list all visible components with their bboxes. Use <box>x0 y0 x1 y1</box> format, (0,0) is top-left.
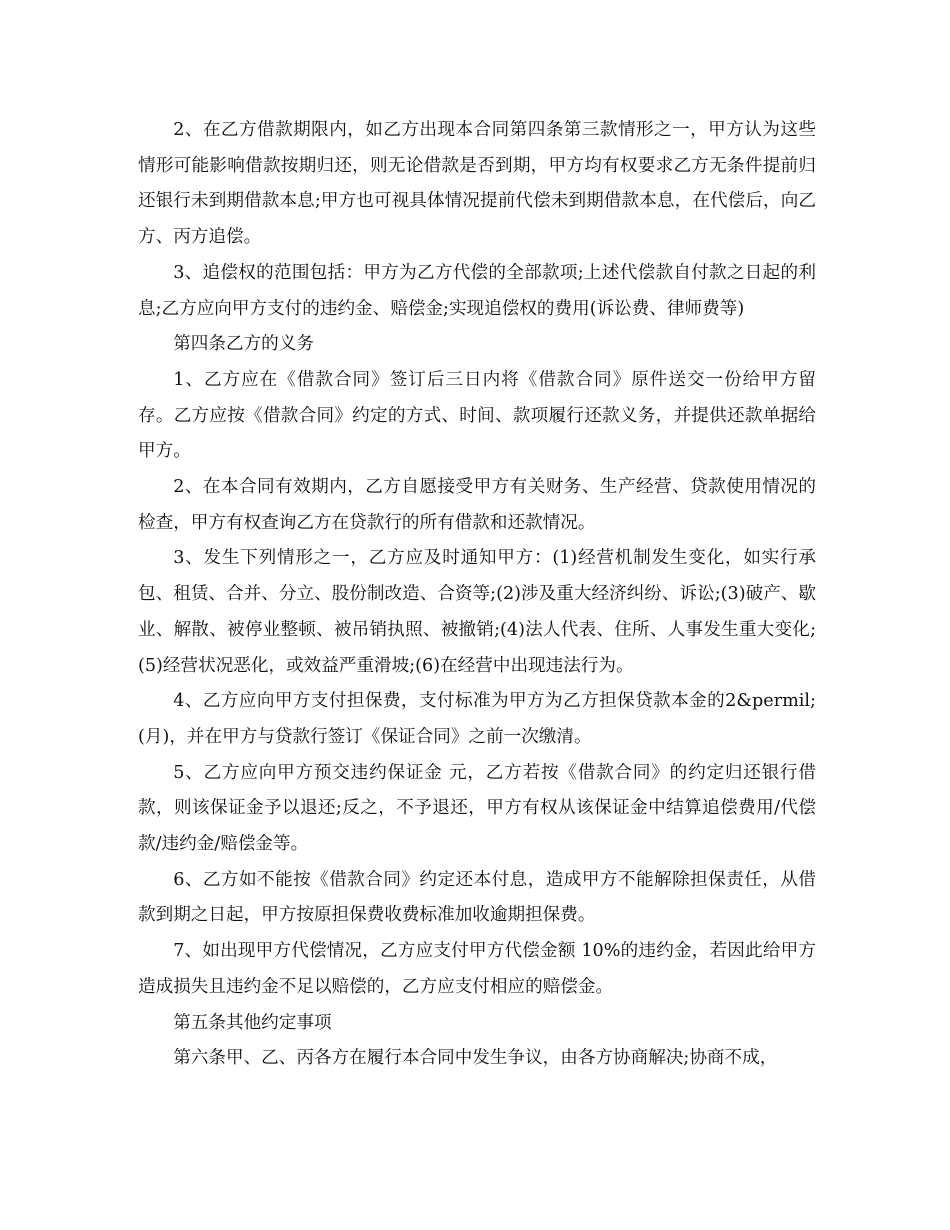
paragraph: 6、乙方如不能按《借款合同》约定还本付息，造成甲方不能解除担保责任，从借款到期之日起，甲方按原担保费收费标准加收逾期担保费。 <box>138 869 816 926</box>
section-heading: 第五条其他约定事项 <box>173 1012 332 1033</box>
paragraph: 2、在乙方借款期限内，如乙方出现本合同第四条第三款情形之一，甲方认为这些情形可能影响借款按期归还，则无论借款是否到期，甲方均有权要求乙方无条件提前归还银行未到期借款本息;甲方也可视具体情况提前代偿未到期借款本息，在代偿后，向乙方、丙方追偿。 <box>138 120 816 248</box>
paragraph: 1、乙方应在《借款合同》签订后三日内将《借款合同》原件送交一份给甲方留存。乙方应按《借款合同》约定的方式、时间、款项履行还款义务，并提供还款单据给甲方。 <box>138 369 816 462</box>
paragraph: 第六条甲、乙、丙各方在履行本合同中发生争议，由各方协商解决;协商不成， <box>173 1048 778 1069</box>
paragraph: 3、追偿权的范围包括：甲方为乙方代偿的全部款项;上述代偿款自付款之日起的利息;乙方应向甲方支付的违约金、赔偿金;实现追偿权的费用(诉讼费、律师费等) <box>138 262 816 319</box>
paragraph: 3、发生下列情形之一，乙方应及时通知甲方：(1)经营机制发生变化，如实行承包、租赁、合并、分立、股份制改造、合资等;(2)涉及重大经济纠纷、诉讼;(3)破产、歇业、解散、被停业整顿、被吊销执照、被撤销;(4)法人代表、住所、人事发生重大变化;(5)经营状况恶化，或效益严重滑坡;(6)在经营中出现违法行为。 <box>138 548 816 676</box>
paragraph: 2、在本合同有效期内，乙方自愿接受甲方有关财务、生产经营、贷款使用情况的检查，甲方有权查询乙方在贷款行的所有借款和还款情况。 <box>138 477 816 533</box>
paragraph: 7、如出现甲方代偿情况，乙方应支付甲方代偿金额 10%的违约金，若因此给甲方造成损失且违约金不足以赔偿的，乙方应支付相应的赔偿金。 <box>138 941 816 997</box>
section-heading: 第四条乙方的义务 <box>173 334 314 355</box>
paragraph: 4、乙方应向甲方支付担保费，支付标准为甲方为乙方担保贷款本金的2&permil;(月)，并在甲方与贷款行签订《保证合同》之前一次缴清。 <box>138 691 816 747</box>
paragraph: 5、乙方应向甲方预交违约保证金 元，乙方若按《借款合同》的约定归还银行借款，则该保证金予以退还;反之，不予退还，甲方有权从该保证金中结算追偿费用/代偿款/违约金/赔偿金等。 <box>138 762 816 855</box>
document-page <box>138 113 816 1077</box>
